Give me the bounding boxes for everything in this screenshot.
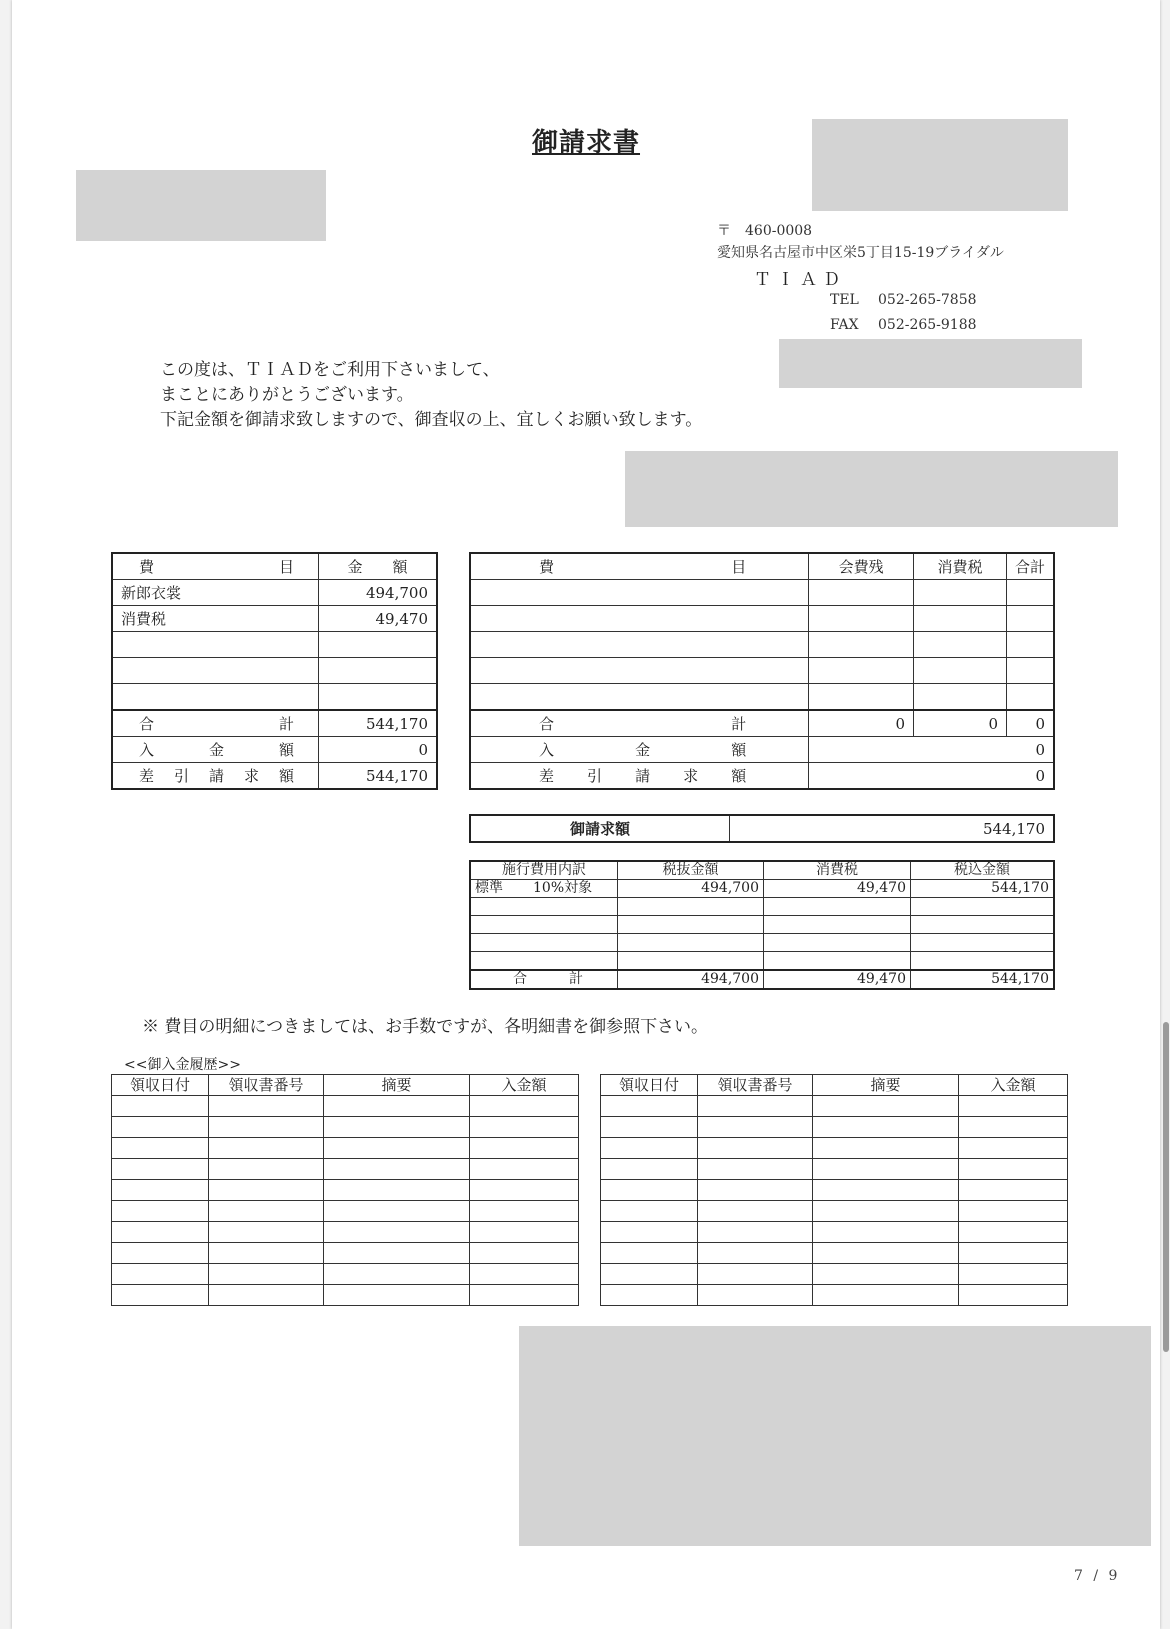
table-row xyxy=(470,580,1054,606)
document-title: 御請求書 xyxy=(532,128,641,158)
category-name: 標準 xyxy=(475,880,503,896)
item-name xyxy=(112,632,319,658)
fax-number: 052-265-9188 xyxy=(878,317,977,333)
payment-history-table-left xyxy=(111,1074,579,1306)
company-address: 愛知県名古屋市中区栄5丁目15-19ブライダル xyxy=(717,245,1004,261)
header-item: 費 目 xyxy=(470,553,809,580)
scrollbar-thumb[interactable] xyxy=(1163,1022,1169,1352)
total-balance: 0 xyxy=(809,710,914,737)
table-row xyxy=(470,684,1054,711)
table-row xyxy=(112,1243,579,1264)
balance-amount: 0 xyxy=(809,763,1054,790)
header-balance: 会費残 xyxy=(809,553,914,580)
greeting-line: 下記金額を御請求致しますので、御査収の上、宜しくお願い致します。 xyxy=(160,410,703,430)
table-row xyxy=(112,684,437,711)
header-receipt-no: 領収書番号 xyxy=(698,1075,813,1096)
table-row xyxy=(601,1201,1068,1222)
postal-code: 〒 460-0008 xyxy=(717,223,813,239)
total-amount: 544,170 xyxy=(319,710,438,737)
table-row xyxy=(601,1096,1068,1117)
paid-amount: 0 xyxy=(809,737,1054,763)
table-row xyxy=(601,1159,1068,1180)
table-row xyxy=(112,658,437,684)
table-row xyxy=(601,1117,1068,1138)
invoice-total-table xyxy=(469,814,1055,843)
item-amount: 494,700 xyxy=(319,580,438,606)
total-label: 合 計 xyxy=(112,710,319,737)
balance-amount: 544,170 xyxy=(319,763,438,790)
redacted-block-2 xyxy=(625,451,1118,527)
paid-label: 入 金 額 xyxy=(470,737,809,763)
item-amount: 49,470 xyxy=(319,606,438,632)
table-row xyxy=(601,1243,1068,1264)
table-row xyxy=(470,898,1054,916)
table-row xyxy=(112,1117,579,1138)
tel-label: TEL xyxy=(830,292,859,308)
redacted-stamp xyxy=(812,119,1068,211)
item-amount xyxy=(319,658,438,684)
company-name: ＴＩＡＤ xyxy=(754,270,846,290)
redacted-recipient xyxy=(76,170,326,241)
left-summary-table xyxy=(111,552,438,790)
table-row xyxy=(470,934,1054,952)
item-name xyxy=(112,658,319,684)
header-receipt-no: 領収書番号 xyxy=(209,1075,324,1096)
header-total: 合計 xyxy=(1006,553,1054,580)
table-row xyxy=(470,952,1054,971)
table-row xyxy=(470,658,1054,684)
table-row xyxy=(112,1264,579,1285)
total-label: 合 計 xyxy=(470,710,809,737)
table-row xyxy=(112,580,437,606)
balance-label: 差 引 請 求 額 xyxy=(470,763,809,790)
page-number: 7 / 9 xyxy=(1074,1568,1121,1584)
header-tax: 消費税 xyxy=(914,553,1007,580)
table-row xyxy=(470,632,1054,658)
reference-note: ※ 費目の明細につきましては、お手数ですが、各明細書を御参照下さい。 xyxy=(142,1017,709,1037)
total-sum: 0 xyxy=(1006,710,1054,737)
invoice-page xyxy=(12,0,1160,1629)
item-amount xyxy=(319,684,438,711)
table-row xyxy=(601,1264,1068,1285)
tax-amount: 49,470 xyxy=(764,880,911,898)
header-date: 領収日付 xyxy=(112,1075,209,1096)
breakdown-table xyxy=(469,860,1055,990)
balance-label: 差 引 請 求 額 xyxy=(112,763,319,790)
total-net: 494,700 xyxy=(618,970,764,989)
table-row xyxy=(601,1138,1068,1159)
header-breakdown: 施行費用内訳 xyxy=(470,861,618,880)
total-tax: 49,470 xyxy=(764,970,911,989)
gross-amount: 544,170 xyxy=(911,880,1055,898)
payment-history-label: <<御入金履歴>> xyxy=(124,1057,241,1073)
greeting-line: まことにありがとうございます。 xyxy=(160,385,414,405)
total-tax: 0 xyxy=(914,710,1007,737)
greeting-line: この度は、ＴＩＡＤをご利用下さいまして、 xyxy=(160,360,500,380)
table-row xyxy=(112,1201,579,1222)
header-summary: 摘要 xyxy=(324,1075,470,1096)
table-row xyxy=(112,1285,579,1306)
table-row xyxy=(112,1180,579,1201)
redacted-block-1 xyxy=(779,339,1082,388)
tel-number: 052-265-7858 xyxy=(878,292,977,308)
paid-amount: 0 xyxy=(319,737,438,763)
table-row xyxy=(470,606,1054,632)
item-name: 新郎衣裳 xyxy=(112,580,319,606)
fax-label: FAX xyxy=(830,317,859,333)
header-summary: 摘要 xyxy=(813,1075,959,1096)
item-amount xyxy=(319,632,438,658)
header-gross: 税込金額 xyxy=(911,861,1055,880)
table-row xyxy=(112,606,437,632)
total-gross: 544,170 xyxy=(911,970,1055,989)
greeting-text xyxy=(160,358,702,433)
payment-history-table-right xyxy=(600,1074,1068,1306)
right-summary-table xyxy=(469,552,1055,790)
header-net: 税抜金額 xyxy=(618,861,764,880)
paid-label: 入 金 額 xyxy=(112,737,319,763)
header-amount: 入金額 xyxy=(470,1075,579,1096)
item-name xyxy=(112,684,319,711)
invoice-total-label: 御請求額 xyxy=(470,815,730,842)
header-amount: 金 額 xyxy=(319,553,438,580)
table-row xyxy=(470,916,1054,934)
table-row xyxy=(112,1096,579,1117)
table-row xyxy=(601,1222,1068,1243)
table-row xyxy=(112,1159,579,1180)
header-date: 領収日付 xyxy=(601,1075,698,1096)
header-amount: 入金額 xyxy=(959,1075,1068,1096)
table-row xyxy=(112,1138,579,1159)
table-row xyxy=(112,632,437,658)
table-row xyxy=(470,880,1054,898)
net-amount: 494,700 xyxy=(618,880,764,898)
header-item: 費 目 xyxy=(112,553,319,580)
redacted-block-3 xyxy=(519,1326,1151,1546)
table-row xyxy=(601,1285,1068,1306)
table-row xyxy=(112,1222,579,1243)
header-tax: 消費税 xyxy=(764,861,911,880)
breakdown-total-label: 合 計 xyxy=(470,970,618,989)
table-row xyxy=(601,1180,1068,1201)
item-name: 消費税 xyxy=(112,606,319,632)
invoice-total-value: 544,170 xyxy=(730,815,1055,842)
category-target: 10%対象 xyxy=(533,880,593,896)
breakdown-category xyxy=(470,880,618,898)
